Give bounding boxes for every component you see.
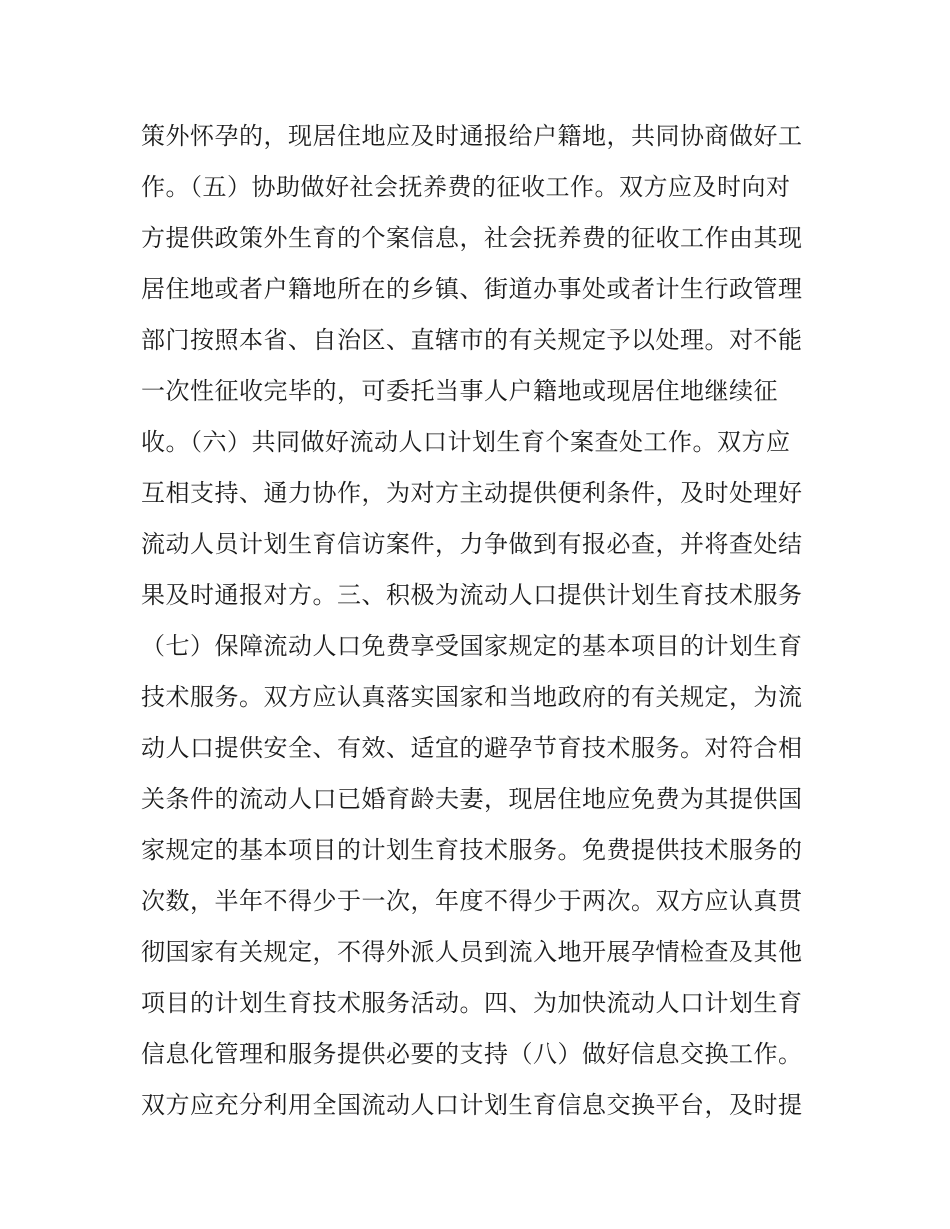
text-line: 作。（五）协助做好社会抚养费的征收工作。双方应及时向对 <box>141 173 791 201</box>
body-text <box>141 111 821 1131</box>
text-line: 收。（六）共同做好流动人口计划生育个案查处工作。双方应 <box>141 428 791 456</box>
text-line: 果及时通报对方。三、积极为流动人口提供计划生育技术服务 <box>141 581 803 609</box>
text-line: 互相支持、通力协作，为对方主动提供便利条件，及时处理好 <box>141 479 803 507</box>
text-line: 方提供政策外生育的个案信息，社会抚养费的征收工作由其现 <box>141 224 803 252</box>
text-line: 部门按照本省、自治区、直辖市的有关规定予以处理。对不能 <box>141 326 803 354</box>
text-line: 次数，半年不得少于一次，年度不得少于两次。双方应认真贯 <box>141 887 803 915</box>
text-line: 关条件的流动人口已婚育龄夫妻，现居住地应免费为其提供国 <box>141 785 803 813</box>
text-line: 彻国家有关规定，不得外派人员到流入地开展孕情检查及其他 <box>141 938 803 966</box>
text-line: 信息化管理和服务提供必要的支持（八）做好信息交换工作。 <box>141 1040 803 1068</box>
text-line: 策外怀孕的，现居住地应及时通报给户籍地，共同协商做好工 <box>141 122 803 150</box>
text-line: 流动人员计划生育信访案件，力争做到有报必查，并将查处结 <box>141 530 803 558</box>
text-line: 家规定的基本项目的计划生育技术服务。免费提供技术服务的 <box>141 836 803 864</box>
text-line: （七）保障流动人口免费享受国家规定的基本项目的计划生育 <box>141 632 803 660</box>
text-line: 居住地或者户籍地所在的乡镇、街道办事处或者计生行政管理 <box>141 275 803 303</box>
text-line: 双方应充分利用全国流动人口计划生育信息交换平台，及时提 <box>141 1091 803 1119</box>
text-line: 技术服务。双方应认真落实国家和当地政府的有关规定，为流 <box>141 683 803 711</box>
text-line: 一次性征收完毕的，可委托当事人户籍地或现居住地继续征 <box>141 377 778 405</box>
text-line: 项目的计划生育技术服务活动。四、为加快流动人口计划生育 <box>141 989 803 1017</box>
text-line: 动人口提供安全、有效、适宜的避孕节育技术服务。对符合相 <box>141 734 803 762</box>
